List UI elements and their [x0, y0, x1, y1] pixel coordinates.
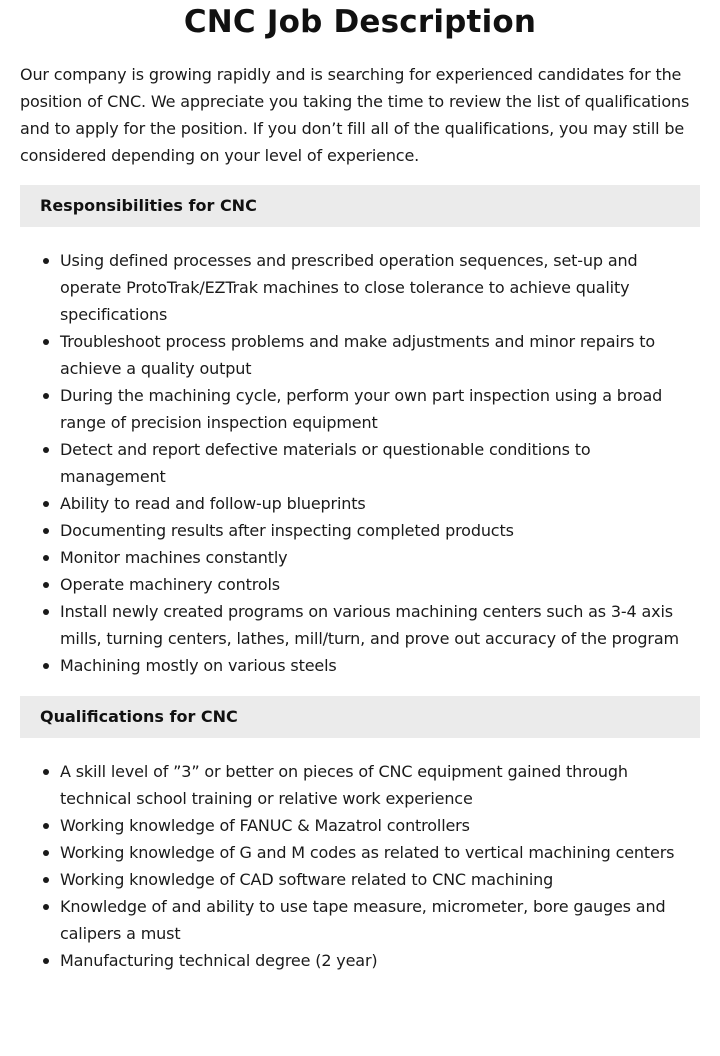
list-item: Working knowledge of G and M codes as related to vertical machining centers: [60, 839, 700, 866]
list-item: Install newly created programs on various machining centers such as 3-4 axis mills, turning centers, lathes, mill/turn, and prove out accuracy of the program: [60, 598, 700, 652]
list-item: Working knowledge of CAD software related to CNC machining: [60, 866, 700, 893]
list-item: Using defined processes and prescribed operation sequences, set-up and operate ProtoTrak/EZTrak machines to close tolerance to achieve quality specifications: [60, 247, 700, 328]
list-item: During the machining cycle, perform your own part inspection using a broad range of precision inspection equipment: [60, 382, 700, 436]
list-item: Manufacturing technical degree (2 year): [60, 947, 700, 974]
list-item: Working knowledge of FANUC & Mazatrol controllers: [60, 812, 700, 839]
responsibilities-list: [20, 247, 700, 679]
list-item: Troubleshoot process problems and make adjustments and minor repairs to achieve a quality output: [60, 328, 700, 382]
list-item: Machining mostly on various steels: [60, 652, 700, 679]
list-item: Detect and report defective materials or questionable conditions to management: [60, 436, 700, 490]
responsibilities-heading: Responsibilities for CNC: [20, 185, 700, 227]
qualifications-list: [20, 758, 700, 974]
list-item: Monitor machines constantly: [60, 544, 700, 571]
list-item: Ability to read and follow-up blueprints: [60, 490, 700, 517]
list-item: Knowledge of and ability to use tape measure, micrometer, bore gauges and calipers a must: [60, 893, 700, 947]
page-title: CNC Job Description: [183, 4, 537, 40]
list-item: Operate machinery controls: [60, 571, 700, 598]
qualifications-heading: Qualifications for CNC: [20, 696, 700, 738]
intro-paragraph: Our company is growing rapidly and is searching for experienced candidates for the position of CNC. We appreciate you taking the time to review the list of qualifications and to apply for the position. If you don’t fill all of the qualifications, you may still be considered depending on your level of experience.: [20, 65, 690, 165]
list-item: Documenting results after inspecting completed products: [60, 517, 700, 544]
list-item: A skill level of ”3” or better on pieces of CNC equipment gained through technical school training or relative work experience: [60, 758, 700, 812]
